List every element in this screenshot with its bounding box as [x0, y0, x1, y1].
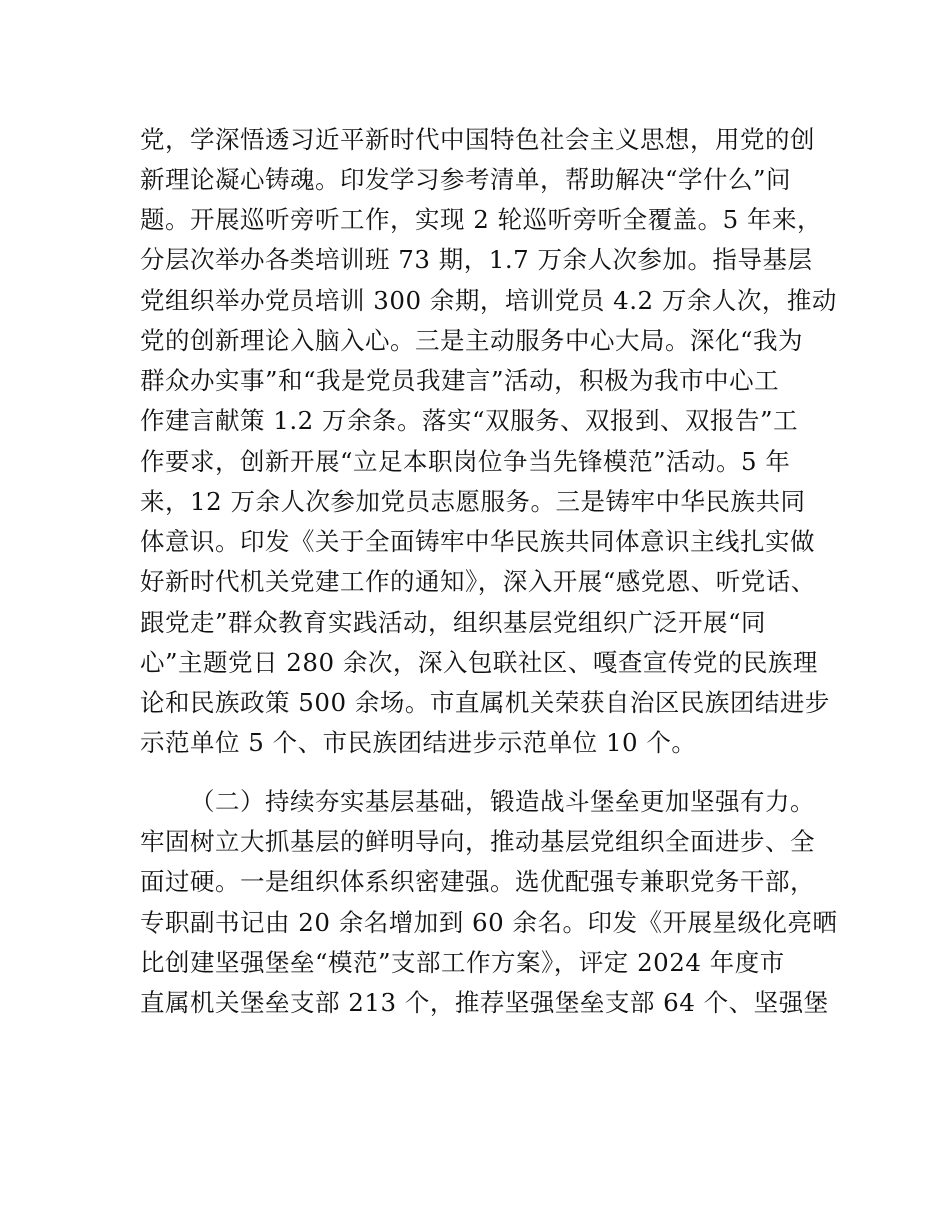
text-line: 牢固树立大抓基层的鲜明导向，推动基层党组织全面进步、全	[140, 827, 815, 856]
text-line: 面过硬。一是组织体系织密建强。选优配强专兼职党务干部，	[140, 867, 815, 896]
text-line: 党，学深悟透习近平新时代中国特色社会主义思想，用党的创	[140, 125, 815, 154]
text-line: 作建言献策 1.2 万余条。落实“双服务、双报到、双报告”工	[140, 406, 799, 435]
text-line: 跟党走”群众教育实践活动，组织基层党组织广泛开展“同	[140, 608, 767, 637]
text-line: 党的创新理论入脑入心。三是主动服务中心大局。深化“我为	[140, 326, 804, 355]
text-line: 比创建坚强堡垒“模范”支部工作方案》，评定 2024 年度市	[140, 948, 785, 977]
text-line: 党组织举办党员培训 300 余期，培训党员 4.2 万余人次，推动	[140, 286, 837, 315]
text-line: 作要求，创新开展“立足本职岗位争当先锋模范”活动。5 年	[140, 447, 791, 476]
section-heading: （二）持续夯实基层基础，锻造战斗堡垒更加坚强有力。	[190, 787, 815, 816]
text-line: 群众办实事”和“我是党员我建言”活动，积极为我市中心工	[140, 366, 780, 395]
text-line: 心”主题党日 280 余次，深入包联社区、嘎查宣传党的民族理	[140, 648, 818, 677]
text-line: 专职副书记由 20 余名增加到 60 余名。印发《开展星级化亮晒	[140, 908, 838, 937]
text-line: 直属机关堡垒支部 213 个，推荐坚强堡垒支部 64 个、坚强堡	[140, 988, 829, 1017]
text-line: 好新时代机关党建工作的通知》，深入开展“感党恩、听党话、	[140, 567, 816, 596]
text-line: 示范单位 5 个、市民族团结进步示范单位 10 个。	[140, 728, 697, 757]
text-line: 体意识。印发《关于全面铸牢中华民族共同体意识主线扎实做	[140, 527, 815, 556]
text-line: 分层次举办各类培训班 73 期，1.7 万余人次参加。指导基层	[140, 245, 813, 274]
text-line: 来，12 万余人次参加党员志愿服务。三是铸牢中华民族共同	[140, 487, 806, 516]
text-line: 题。开展巡听旁听工作，实现 2 轮巡听旁听全覆盖。5 年来，	[140, 205, 823, 234]
text-line: 新理论凝心铸魂。印发学习参考清单，帮助解决“学什么”问	[140, 165, 792, 194]
text-line: 论和民族政策 500 余场。市直属机关荣获自治区民族团结进步	[140, 688, 830, 717]
